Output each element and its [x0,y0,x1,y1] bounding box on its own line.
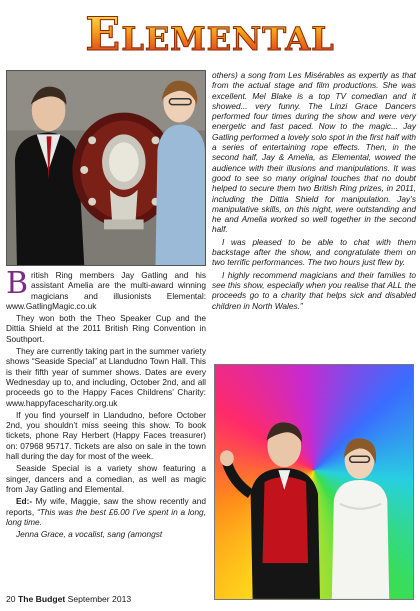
paragraph: Jenna Grace, a vocalist, sang (amongst [16,529,163,540]
article-left-column [6,266,206,541]
masthead [0,0,420,68]
paragraph: They are currently taking part in the summer variety shows “Seaside Special” at Llandudno Town Hall. This is their fifth year of summer shows. Dates are every Wednesday up to, and including, October 2nd, and all proceeds go to the Happy Faces Childrens’ Charity: www.happyfacescharity.org.uk [6,346,206,408]
paragraph: I was pleased to be able to chat with them backstage after the show, and congratulate them on two terrific performances. The two hours just flew by. [212,236,416,268]
issue-date: September 2013 [67,594,132,604]
page-number: 20 [6,594,16,604]
paragraph: I highly recommend magicians and their families to see this show, especially when you realise that ALL the proceeds go to a charity that helps sick and disabled children in North Wales.” [212,269,416,311]
photo-award-shield [6,70,206,266]
paragraph: others) a song from Les Misérables as expertly as that from the actual stage and film productions. She was excellent. Mel Blake is a top TV comedian and it showed... very funny. The Linzi Grace Dancers performed four times during the show and were very energetic and fast paced. Now to the magic... Jay Gatling performed a lovely solo spot in the first half with a series of entertaining rope effects. Then, in the second half, Jay & Amelia, as Elemental, wowed the audience with their illusions and manipulations. It was good to see so many original touches that no doubt helped to secure them two British Ring prizes, in 2011, including the Dittia Shield for manipulation. Jay’s manipulative skills, on this night, were outstanding and he and Amelia worked so well together in the second half. [212,70,416,235]
editor-label: Ed:- [16,496,33,507]
paragraph-intro: British Ring members Jay Gatling and his assistant Amelia are the multi-award winning magicians and illusionists Elemental: www.GatlingMagic.co.uk [6,266,206,311]
paragraph: If you find yourself in Llandudno, before October 2nd, you shouldn’t miss seeing this show. To book tickets, phone Ray Herbert (Happy Faces treasurer) on: 07968 95717. Tickets are also on sale in the town hall during the day for most of the week. [6,409,206,462]
photo-performers [214,364,414,600]
editor-quote: “This was the best £6.00 I’ve spent in a long, long time. [6,506,206,527]
article-right-column [212,70,416,313]
paragraph: Seaside Special is a variety show featuring a singer, dancers and a comedian, as well as magic from Jay Gatling and Elemental. [6,463,206,494]
paragraph: They won both the Theo Speaker Cup and the Dittia Shield at the 2011 British Ring Convention in Southport. [6,313,206,344]
dropcap: B [6,266,29,301]
editor-note: Ed:- My wife, Maggie, saw the show recently and reports, “This was the best £6.00 I’ve spent in a long, long time. [6,496,206,527]
masthead-title: Elemental [85,7,335,61]
publication-name: The Budget [17,594,66,604]
page-footer [6,594,131,605]
